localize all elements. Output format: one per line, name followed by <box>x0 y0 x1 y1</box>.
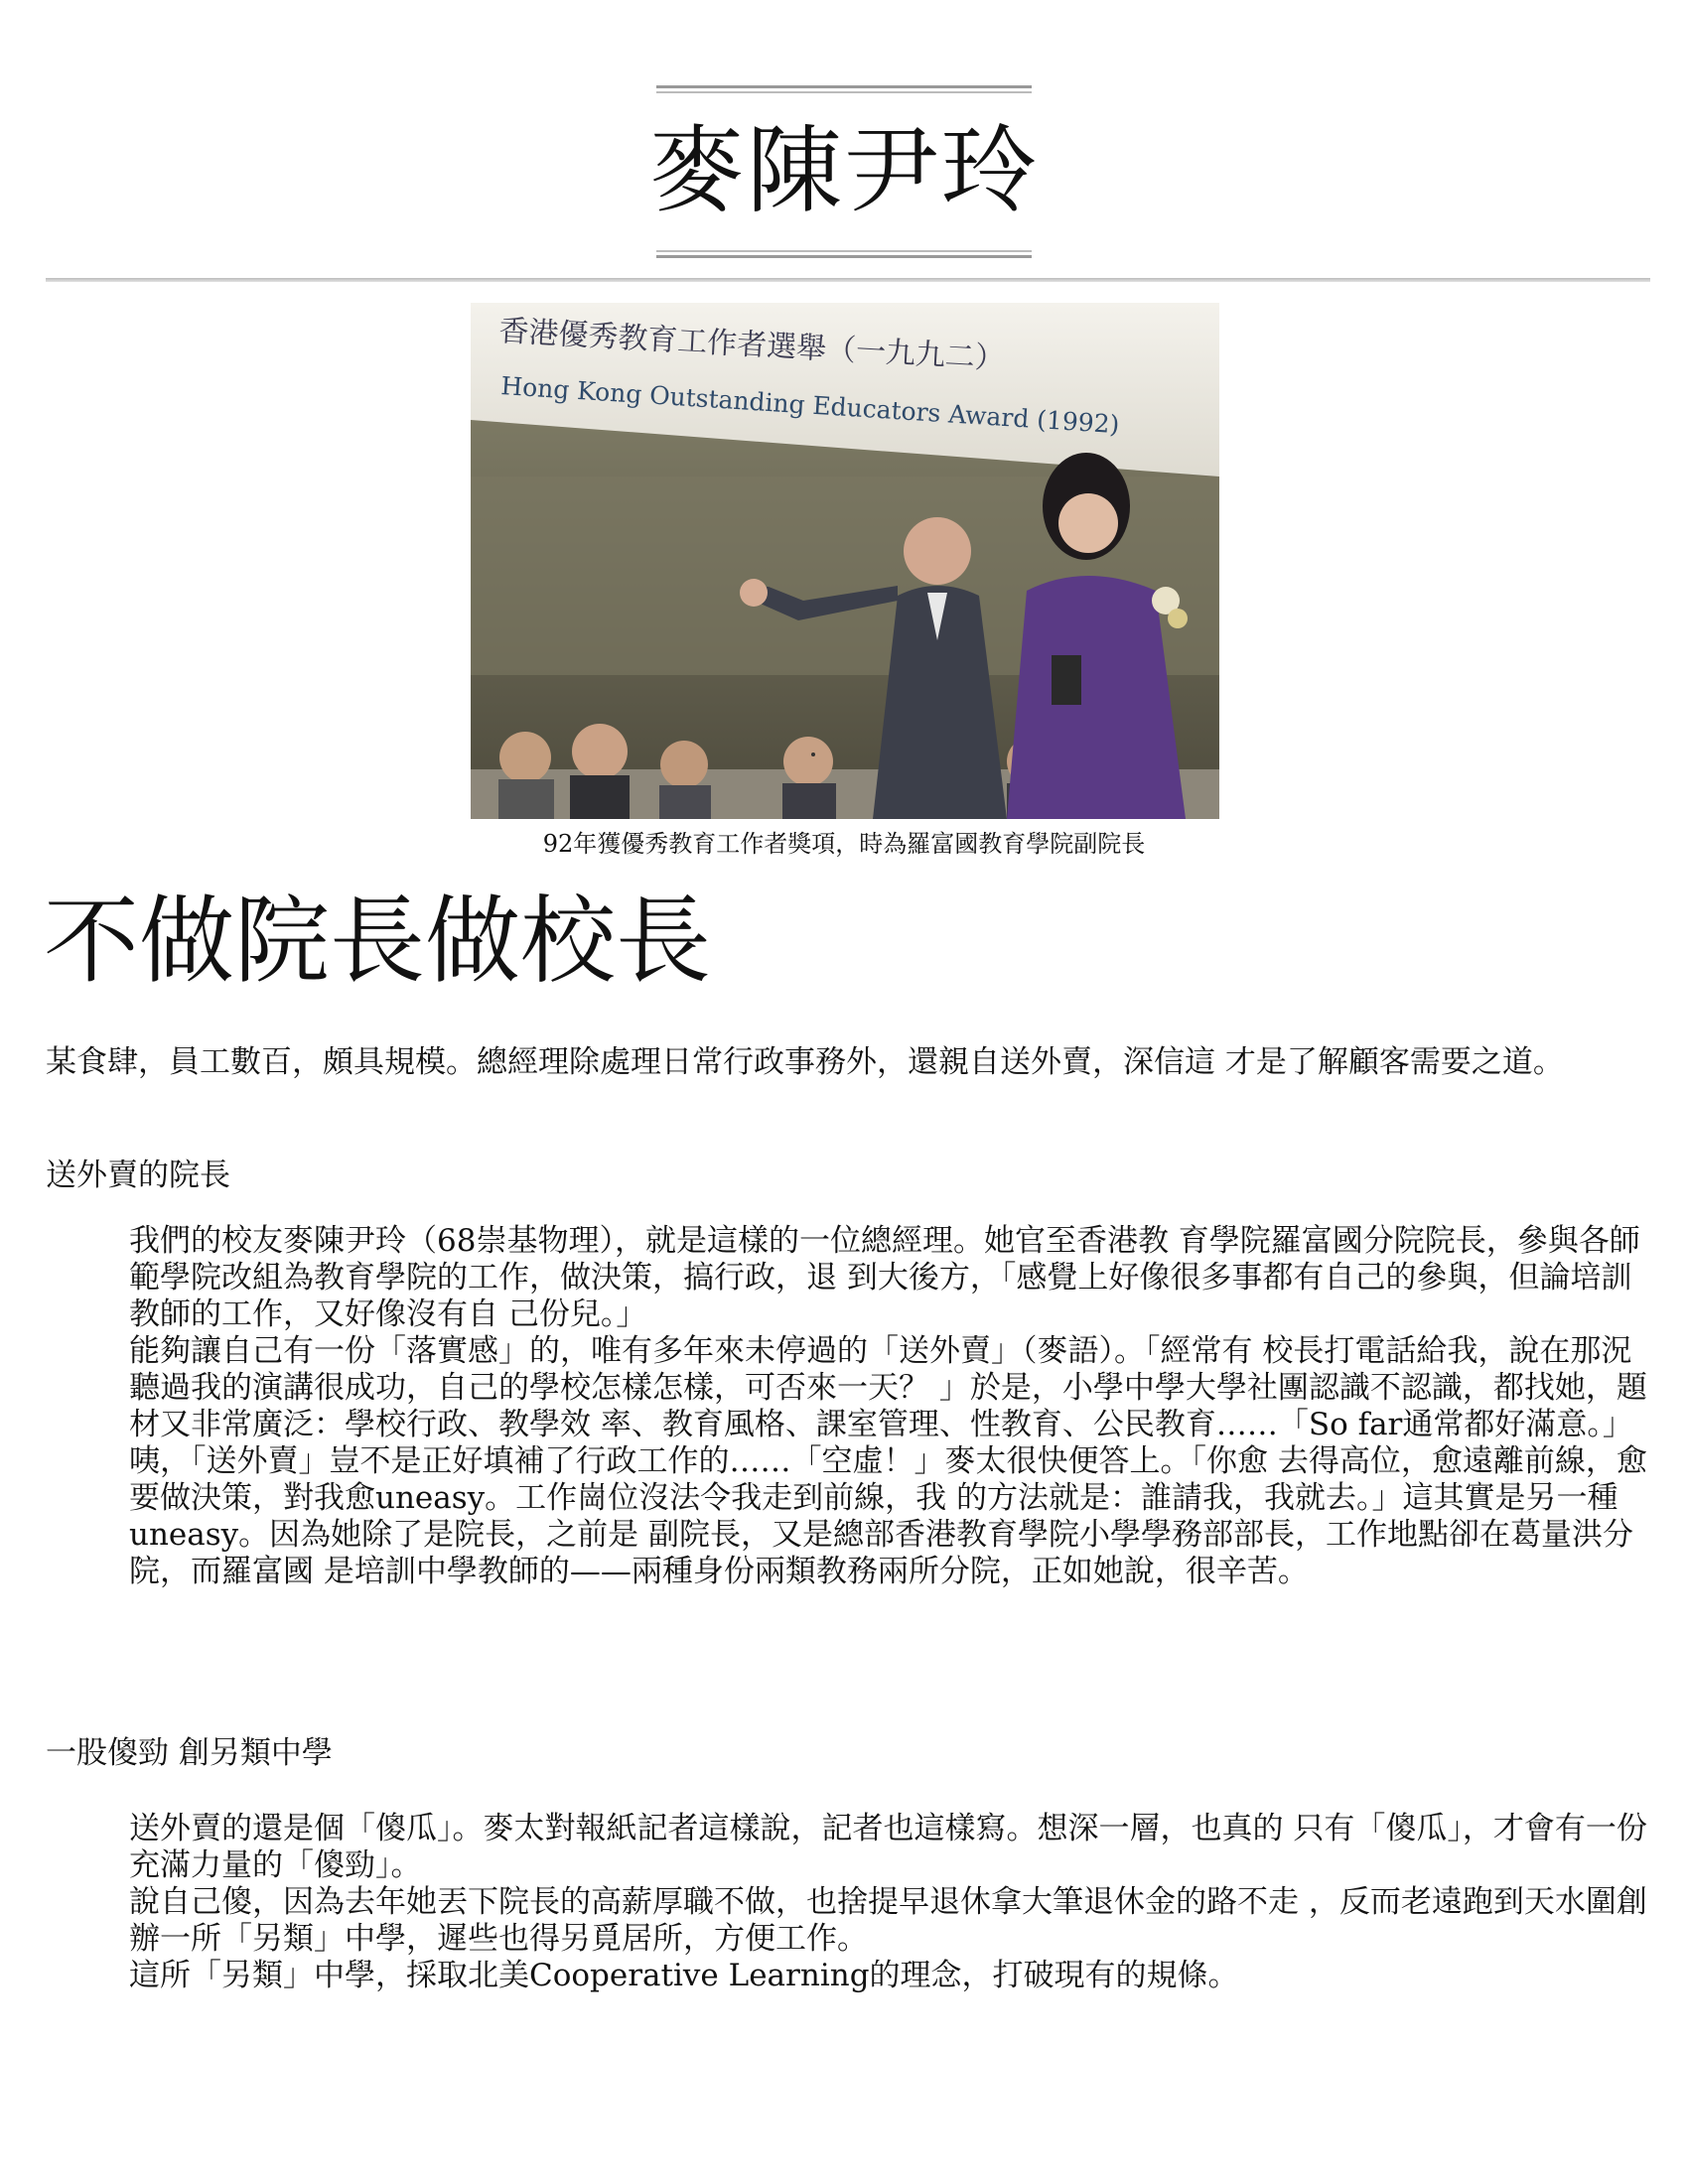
title-bottom-rule <box>656 250 1032 258</box>
banner-english-text: Hong Kong Outstanding Educators Award (1992) <box>499 371 1121 440</box>
photo-caption: 92年獲優秀教育工作者獎項，時為羅富國教育學院副院長 <box>542 830 1146 858</box>
paragraph: 咦，「送外賣」豈不是正好填補了行政工作的……「空虛！」麥太很快便答上。「你愈 去得高位，愈遠離前線，愈要做決策，對我愈uneasy。工作崗位沒法令我走到前線，我 的方法就是：誰請我，我就去。」這其實是另一種uneasy。因為她除了是院長，之前是 副院長，又是總部香港教育學院小學學務部部長，工作地點卻在葛量洪分院，而羅富國 是培訓中學教師的——兩種身份兩類教務兩所分院，正如她說，很辛苦。 <box>129 1443 1647 1589</box>
paragraph: 送外賣的還是個「傻瓜」。麥太對報紙記者這樣說，記者也這樣寫。想深一層，也真的 只有「傻瓜」，才會有一份充滿力量的「傻勁」。 <box>129 1811 1647 1883</box>
section-heading: 送外賣的院長 <box>46 1158 230 1193</box>
page-title: 麥陳尹玲 <box>649 115 1039 226</box>
article-intro: 某食肆，員工數百，頗具規模。總經理除處理日常行政事務外，還親自送外賣，深信這 才是了解顧客需要之道。 <box>46 1044 1564 1080</box>
banner-chinese-text: 香港優秀教育工作者選舉（一九九二） <box>497 314 1006 377</box>
section-body <box>129 1811 1648 1994</box>
title-top-rule <box>656 85 1032 93</box>
paragraph: 我們的校友麥陳尹玲（68崇基物理），就是這樣的一位總經理。她官至香港教 育學院羅富國分院院長，參與各師範學院改組為教育學院的工作，做決策，搞行政，退 到大後方，「感覺上好像很多事都有自己的參與，但論培訓教師的工作，又好像沒有自 己份兒。」 <box>129 1223 1640 1332</box>
section-heading: 一股傻勁 創另類中學 <box>46 1735 333 1771</box>
section-body <box>129 1223 1648 1590</box>
title-block <box>0 85 1688 258</box>
article-headline: 不做院長做校長 <box>44 886 711 997</box>
paragraph: 這所「另類」中學，採取北美Cooperative Learning的理念，打破現有的規條。 <box>129 1958 1239 1993</box>
header-divider <box>46 278 1650 282</box>
paragraph: 說自己傻，因為去年她丟下院長的高薪厚職不做，也捨提早退休拿大筆退休金的路不走 ，反而老遠跑到天水圍創辦一所「另類」中學，遲些也得另覓居所，方便工作。 <box>129 1884 1647 1957</box>
paragraph: 能夠讓自己有一份「落實感」的，唯有多年來未停過的「送外賣」（麥語）。「經常有 校長打電話給我，說在那況聽過我的演講很成功，自己的學校怎樣怎樣，可否來一天？ 」於是，小學中學大學社團認識不認識，都找她，題材又非常廣泛：學校行政、教學效 率、教育風格、課室管理、性教育、公民教育……「So far通常都好滿意。」 <box>129 1333 1647 1442</box>
award-photo <box>471 303 1219 819</box>
